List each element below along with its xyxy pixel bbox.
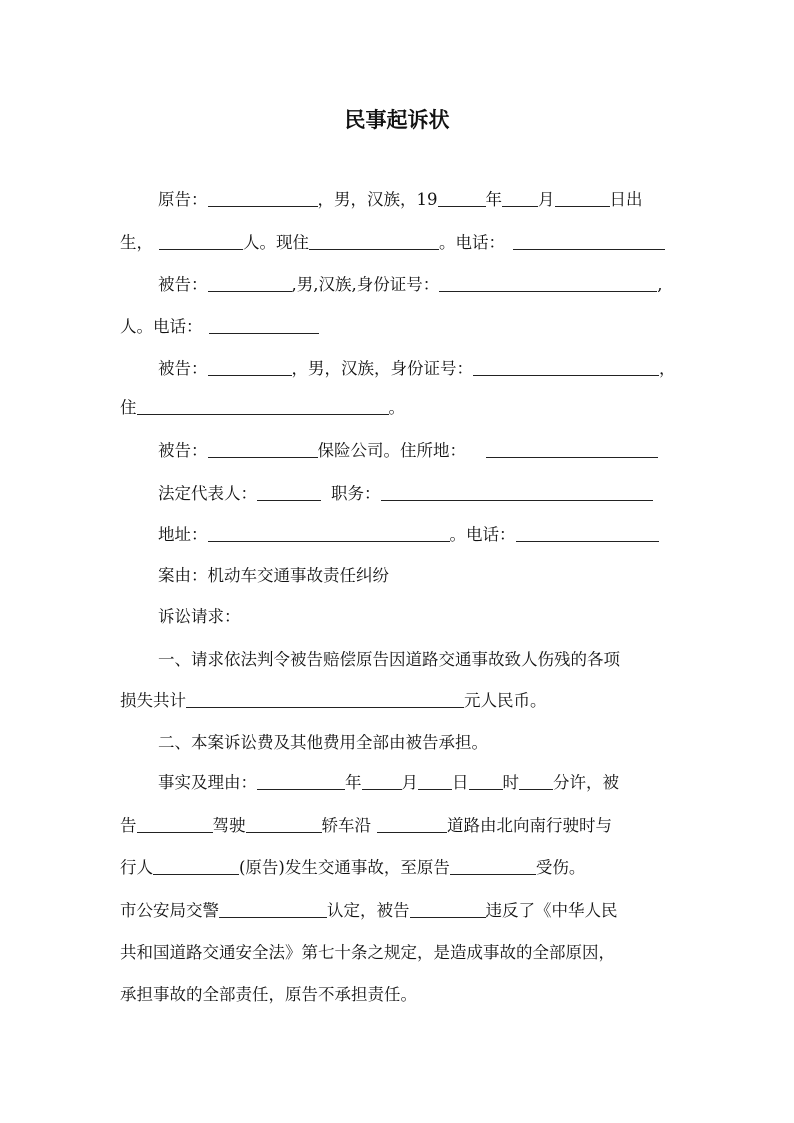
claims-heading: 诉讼请求： [158,607,241,626]
text: 。电话： [439,233,505,252]
text: 元人民币。 [464,691,547,710]
text: ,男,汉族,身份证号： [291,275,440,294]
facts-line [158,772,619,794]
text: 损失共计 [120,691,186,710]
defendant-2-line [158,358,676,380]
blank-amount[interactable] [186,691,464,708]
blank-phone[interactable] [516,525,659,542]
blank-id-number[interactable] [439,275,657,292]
blank-plaintiff-name[interactable] [208,190,318,207]
blank-phone[interactable] [513,233,665,250]
blank-address[interactable] [309,233,439,250]
blank-pedestrian[interactable] [153,858,239,875]
text: 生， [120,233,153,252]
facts-line-6: 承担事故的全部责任，原告不承担责任。 [120,985,417,1004]
text: 职务： [331,484,381,503]
blank-injury[interactable] [450,858,536,875]
blank-address[interactable] [137,398,389,415]
blank-month[interactable] [502,190,538,207]
insurer-line [158,440,658,462]
blank-hour[interactable] [469,773,503,790]
blank-day[interactable] [418,773,452,790]
claim-1-line-2 [120,690,547,712]
text: ，男，汉族，身份证号： [291,359,473,378]
facts-line-2 [120,815,612,837]
blank-domicile[interactable] [486,441,658,458]
text: 人。电话： [120,317,203,336]
text: , [657,275,663,294]
text: 告 [120,816,137,835]
text: 。电话： [449,525,516,544]
text: 法定代表人： [158,484,257,503]
text: 地址： [158,525,208,544]
text: 日 [452,773,469,792]
text: ，男，汉族，19 [317,190,438,209]
blank-police[interactable] [219,901,327,918]
blank-month[interactable] [362,773,402,790]
text: 被告： [158,441,208,460]
text: 时 [502,773,519,792]
text: 被告： [158,359,208,378]
text: 市公安局交警 [120,901,219,920]
text: 原告： [158,190,208,209]
text: 受伤。 [535,858,586,877]
text: 行人 [120,858,153,877]
document-title: 民事起诉状 [344,107,450,132]
text: 驾驶 [212,816,246,835]
blank-position[interactable] [381,484,653,501]
blank-insurer[interactable] [208,441,318,458]
blank-year[interactable] [438,190,486,207]
blank-year[interactable] [257,773,345,790]
text: 。 [388,398,405,417]
address-line [158,524,659,546]
text: 月 [538,190,555,209]
facts-line-5: 共和国道路交通安全法》第七十条之规定，是造成事故的全部原因， [120,943,615,962]
text: 人。现住 [243,233,309,252]
plaintiff-line-2 [120,232,665,254]
facts-line-4 [120,900,618,922]
text: 住 [120,398,137,417]
text: 道路由北向南行驶时与 [447,816,612,835]
text: 年 [345,773,362,792]
text: ， [659,359,676,378]
text: (原告)发生交通事故，至原告 [239,858,450,877]
blank-origin[interactable] [159,233,243,250]
cause-line: 案由：机动车交通事故责任纠纷 [158,566,389,585]
plaintiff-line [158,189,643,211]
blank-minute[interactable] [519,773,553,790]
text: 分许，被 [553,773,619,792]
text: 日出 [609,190,643,209]
blank-defendant-name[interactable] [208,359,292,376]
representative-line [158,483,653,505]
blank-phone[interactable] [209,317,319,334]
blank-vehicle[interactable] [246,816,322,833]
blank-road[interactable] [377,816,447,833]
claim-2: 二、本案诉讼费及其他费用全部由被告承担。 [158,733,488,752]
blank-defendant[interactable] [137,816,213,833]
blank-defendant[interactable] [410,901,486,918]
defendant-1-line [158,274,663,296]
text: 年 [485,190,502,209]
defendant-1-line-2 [120,316,319,338]
text: 轿车沿 [321,816,371,835]
text: 被告： [158,275,208,294]
text: 违反了《中华人民 [485,901,618,920]
defendant-2-line-2 [120,397,405,419]
blank-address[interactable] [208,525,450,542]
blank-id-number[interactable] [473,359,659,376]
text: 月 [401,773,418,792]
text: 认定，被告 [327,901,410,920]
claim-1: 一、请求依法判令被告赔偿原告因道路交通事故致人伤残的各项 [158,650,620,669]
blank-representative[interactable] [257,484,321,501]
facts-line-3 [120,857,585,879]
text: 保险公司。住所地： [317,441,466,460]
text: 事实及理由： [158,773,257,792]
blank-defendant-name[interactable] [208,275,292,292]
blank-day[interactable] [555,190,610,207]
